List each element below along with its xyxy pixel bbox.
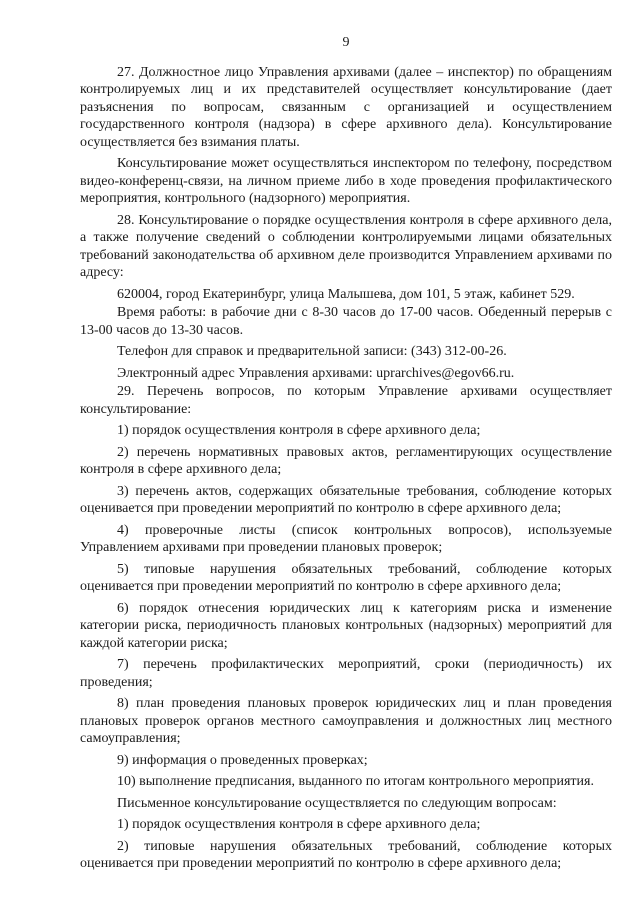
list-item-4: 4) проверочные листы (список контрольных вопросов), используемые Управлением архивами при проведении плановых проверок; bbox=[80, 522, 612, 555]
page-number: 9 bbox=[342, 35, 350, 50]
list-item-1: 1) порядок осуществления контроля в сфере архивного дела; bbox=[117, 423, 481, 438]
paragraph-27: 27. Должностное лицо Управления архивами (далее – инспектор) по обращениям контролируемых лиц и их представителей осуществляет консультирование (дает разъяснения по вопросам, связанным с организацией и осуществлением государственного контроля (надзора) в сфере архивного дела). Консультирование осуществляется без взимания платы. bbox=[80, 64, 612, 150]
paragraph-consulting-methods: Консультирование может осуществляться инспектором по телефону, посредством видео-конференц-связи, на личном приеме либо в ходе проведения профилактического мероприятия, контрольного (надзорного) мероприятия. bbox=[80, 156, 612, 206]
list-item-5: 5) типовые нарушения обязательных требований, соблюдение которых оценивается при проведении мероприятий по контролю в сфере архивного дела; bbox=[80, 561, 612, 594]
paragraph-email: Электронный адрес Управления архивами: uprarchives@egov66.ru. bbox=[117, 365, 515, 381]
list-item-10: 10) выполнение предписания, выданного по итогам контрольного мероприятия. bbox=[117, 774, 594, 789]
paragraph-28: 28. Консультирование о порядке осуществления контроля в сфере архивного дела, а также получение сведений о соблюдении контролируемыми лицами обязательных требований законодательства об архивном деле производится Управлением архивами по адресу: bbox=[80, 212, 612, 280]
list-item-6: 6) порядок отнесения юридических лиц к категориям риска и изменение категории риска, периодичность плановых контрольных (надзорных) мероприятий для каждой категории риска; bbox=[80, 600, 612, 651]
paragraph-working-hours: Время работы: в рабочие дни с 8-30 часов до 17-00 часов. Обеденный перерыв с 13-00 часов до 13-30 часов. bbox=[80, 305, 612, 338]
list-item-8: 8) план проведения плановых проверок юридических лиц и план проведения плановых проверок органов местного самоуправления и должностных лиц местного самоуправления; bbox=[80, 696, 612, 746]
list-item-2: 2) перечень нормативных правовых актов, регламентирующих осуществление контроля в сфере архивного дела; bbox=[80, 444, 612, 477]
written-list-item-2: 2) типовые нарушения обязательных требований, соблюдение которых оценивается при проведении мероприятий по контролю в сфере архивного дела; bbox=[80, 838, 612, 871]
written-list-item-1: 1) порядок осуществления контроля в сфере архивного дела; bbox=[117, 817, 481, 832]
list-item-9: 9) информация о проведенных проверках; bbox=[117, 752, 368, 768]
paragraph-phone: Телефон для справок и предварительной записи: (343) 312-00-26. bbox=[117, 344, 507, 359]
document-page bbox=[80, 34, 612, 874]
paragraph-written-consulting: Письменное консультирование осуществляется по следующим вопросам: bbox=[117, 795, 557, 811]
paragraph-29: 29. Перечень вопросов, по которым Управление архивами осуществляет консультирование: bbox=[80, 384, 612, 417]
paragraph-address: 620004, город Екатеринбург, улица Малышева, дом 101, 5 этаж, кабинет 529. bbox=[117, 286, 575, 302]
list-item-3: 3) перечень актов, содержащих обязательные требования, соблюдение которых оценивается при проведении мероприятий по контролю в сфере архивного дела; bbox=[80, 483, 612, 516]
list-item-7: 7) перечень профилактических мероприятий, сроки (периодичность) их проведения; bbox=[80, 657, 612, 690]
